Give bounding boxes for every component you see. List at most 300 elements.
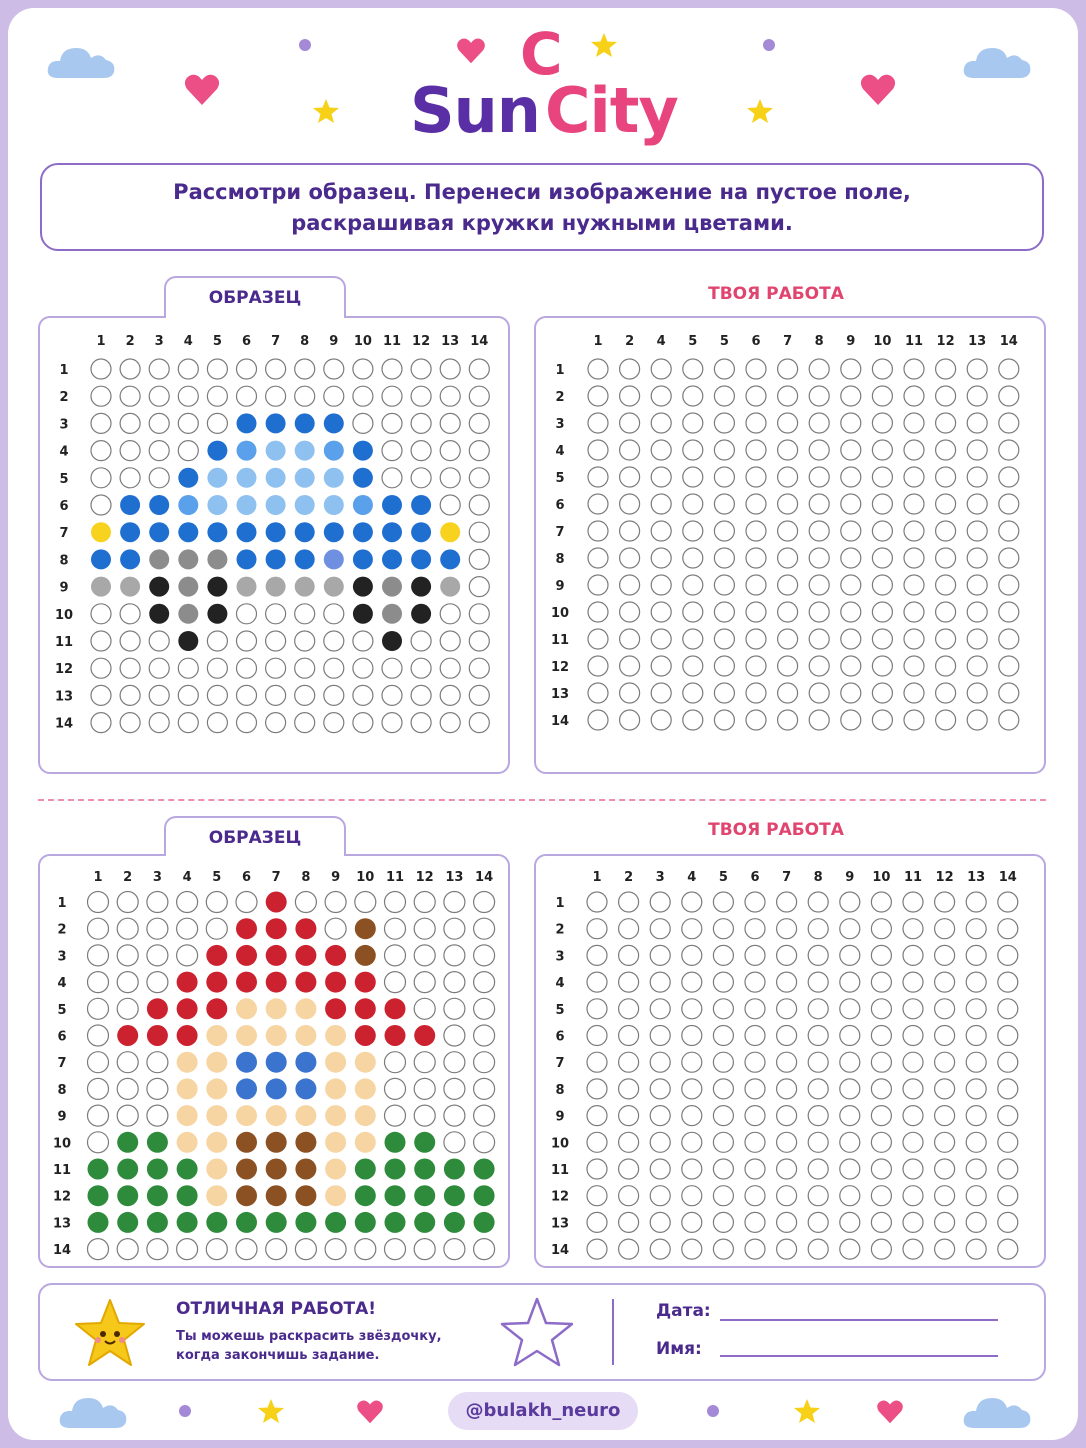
empty-dot[interactable] bbox=[620, 710, 640, 730]
empty-dot[interactable] bbox=[714, 683, 734, 703]
empty-dot[interactable] bbox=[935, 1052, 955, 1072]
empty-dot[interactable] bbox=[619, 1132, 639, 1152]
empty-dot[interactable] bbox=[904, 629, 924, 649]
empty-dot[interactable] bbox=[809, 440, 829, 460]
empty-dot[interactable] bbox=[840, 892, 860, 912]
empty-dot[interactable] bbox=[903, 1132, 923, 1152]
empty-dot[interactable] bbox=[998, 1186, 1018, 1206]
empty-dot[interactable] bbox=[841, 359, 861, 379]
empty-dot[interactable] bbox=[713, 1079, 733, 1099]
empty-dot[interactable] bbox=[841, 521, 861, 541]
empty-dot[interactable] bbox=[904, 359, 924, 379]
empty-dot[interactable] bbox=[650, 1079, 670, 1099]
empty-dot[interactable] bbox=[619, 945, 639, 965]
empty-dot[interactable] bbox=[713, 1026, 733, 1046]
empty-dot[interactable] bbox=[903, 945, 923, 965]
empty-dot[interactable] bbox=[808, 1026, 828, 1046]
empty-dot[interactable] bbox=[587, 919, 607, 939]
empty-dot[interactable] bbox=[746, 467, 766, 487]
empty-dot[interactable] bbox=[840, 1052, 860, 1072]
empty-dot[interactable] bbox=[840, 1132, 860, 1152]
empty-dot[interactable] bbox=[904, 683, 924, 703]
empty-dot[interactable] bbox=[620, 521, 640, 541]
empty-dot[interactable] bbox=[682, 892, 702, 912]
empty-dot[interactable] bbox=[809, 656, 829, 676]
empty-dot[interactable] bbox=[871, 1132, 891, 1152]
empty-dot[interactable] bbox=[936, 629, 956, 649]
empty-dot[interactable] bbox=[840, 999, 860, 1019]
empty-dot[interactable] bbox=[713, 1106, 733, 1126]
empty-dot[interactable] bbox=[809, 494, 829, 514]
empty-dot[interactable] bbox=[872, 575, 892, 595]
empty-dot[interactable] bbox=[650, 1026, 670, 1046]
empty-dot[interactable] bbox=[966, 1186, 986, 1206]
empty-dot[interactable] bbox=[620, 629, 640, 649]
empty-dot[interactable] bbox=[966, 1026, 986, 1046]
empty-dot[interactable] bbox=[620, 683, 640, 703]
empty-dot[interactable] bbox=[745, 1026, 765, 1046]
empty-dot[interactable] bbox=[872, 467, 892, 487]
empty-dot[interactable] bbox=[935, 1106, 955, 1126]
empty-dot[interactable] bbox=[587, 1106, 607, 1126]
empty-dot[interactable] bbox=[778, 629, 798, 649]
empty-dot[interactable] bbox=[904, 710, 924, 730]
empty-dot[interactable] bbox=[808, 999, 828, 1019]
empty-dot[interactable] bbox=[998, 1159, 1018, 1179]
empty-dot[interactable] bbox=[935, 1186, 955, 1206]
empty-dot[interactable] bbox=[650, 972, 670, 992]
empty-dot[interactable] bbox=[778, 467, 798, 487]
empty-dot[interactable] bbox=[651, 359, 671, 379]
empty-dot[interactable] bbox=[966, 1159, 986, 1179]
empty-dot[interactable] bbox=[651, 683, 671, 703]
empty-dot[interactable] bbox=[840, 919, 860, 939]
empty-dot[interactable] bbox=[713, 892, 733, 912]
empty-dot[interactable] bbox=[840, 1186, 860, 1206]
empty-dot[interactable] bbox=[967, 413, 987, 433]
empty-dot[interactable] bbox=[777, 1212, 797, 1232]
empty-dot[interactable] bbox=[778, 494, 798, 514]
empty-dot[interactable] bbox=[935, 919, 955, 939]
empty-dot[interactable] bbox=[683, 683, 703, 703]
empty-dot[interactable] bbox=[714, 494, 734, 514]
empty-dot[interactable] bbox=[936, 575, 956, 595]
empty-dot[interactable] bbox=[650, 1106, 670, 1126]
empty-dot[interactable] bbox=[999, 548, 1019, 568]
empty-dot[interactable] bbox=[650, 892, 670, 912]
empty-dot[interactable] bbox=[872, 413, 892, 433]
empty-dot[interactable] bbox=[777, 1052, 797, 1072]
empty-dot[interactable] bbox=[808, 1106, 828, 1126]
empty-dot[interactable] bbox=[998, 1239, 1018, 1259]
social-handle[interactable]: @bulakh_neuro bbox=[448, 1392, 638, 1430]
empty-dot[interactable] bbox=[935, 1026, 955, 1046]
empty-dot[interactable] bbox=[650, 1132, 670, 1152]
empty-dot[interactable] bbox=[872, 386, 892, 406]
empty-dot[interactable] bbox=[999, 656, 1019, 676]
empty-dot[interactable] bbox=[808, 1052, 828, 1072]
empty-dot[interactable] bbox=[841, 629, 861, 649]
empty-dot[interactable] bbox=[966, 999, 986, 1019]
empty-dot[interactable] bbox=[935, 1079, 955, 1099]
empty-dot[interactable] bbox=[904, 521, 924, 541]
empty-dot[interactable] bbox=[650, 999, 670, 1019]
empty-dot[interactable] bbox=[999, 440, 1019, 460]
empty-dot[interactable] bbox=[682, 1079, 702, 1099]
empty-dot[interactable] bbox=[903, 919, 923, 939]
empty-dot[interactable] bbox=[588, 602, 608, 622]
empty-dot[interactable] bbox=[714, 413, 734, 433]
empty-dot[interactable] bbox=[682, 972, 702, 992]
empty-dot[interactable] bbox=[999, 359, 1019, 379]
empty-dot[interactable] bbox=[650, 945, 670, 965]
empty-dot[interactable] bbox=[998, 972, 1018, 992]
empty-dot[interactable] bbox=[841, 683, 861, 703]
empty-dot[interactable] bbox=[903, 1106, 923, 1126]
empty-dot[interactable] bbox=[808, 945, 828, 965]
empty-dot[interactable] bbox=[999, 386, 1019, 406]
empty-star-icon[interactable] bbox=[498, 1295, 576, 1369]
empty-dot[interactable] bbox=[620, 494, 640, 514]
empty-dot[interactable] bbox=[808, 972, 828, 992]
empty-dot[interactable] bbox=[587, 1212, 607, 1232]
empty-dot[interactable] bbox=[808, 892, 828, 912]
empty-dot[interactable] bbox=[966, 945, 986, 965]
empty-dot[interactable] bbox=[778, 710, 798, 730]
empty-dot[interactable] bbox=[588, 440, 608, 460]
empty-dot[interactable] bbox=[903, 892, 923, 912]
empty-dot[interactable] bbox=[777, 1079, 797, 1099]
empty-dot[interactable] bbox=[682, 919, 702, 939]
empty-dot[interactable] bbox=[746, 602, 766, 622]
empty-dot[interactable] bbox=[587, 972, 607, 992]
empty-dot[interactable] bbox=[588, 656, 608, 676]
empty-dot[interactable] bbox=[713, 919, 733, 939]
empty-dot[interactable] bbox=[999, 602, 1019, 622]
empty-dot[interactable] bbox=[935, 945, 955, 965]
empty-dot[interactable] bbox=[809, 386, 829, 406]
empty-dot[interactable] bbox=[935, 1212, 955, 1232]
empty-dot[interactable] bbox=[967, 602, 987, 622]
empty-dot[interactable] bbox=[713, 1186, 733, 1206]
empty-dot[interactable] bbox=[746, 683, 766, 703]
empty-dot[interactable] bbox=[587, 999, 607, 1019]
empty-dot[interactable] bbox=[966, 1239, 986, 1259]
empty-dot[interactable] bbox=[746, 413, 766, 433]
empty-dot[interactable] bbox=[651, 386, 671, 406]
empty-dot[interactable] bbox=[778, 359, 798, 379]
empty-dot[interactable] bbox=[967, 629, 987, 649]
empty-dot[interactable] bbox=[714, 629, 734, 649]
empty-dot[interactable] bbox=[746, 656, 766, 676]
empty-dot[interactable] bbox=[999, 683, 1019, 703]
empty-dot[interactable] bbox=[587, 1186, 607, 1206]
empty-dot[interactable] bbox=[650, 1186, 670, 1206]
empty-dot[interactable] bbox=[840, 945, 860, 965]
empty-dot[interactable] bbox=[587, 1052, 607, 1072]
empty-dot[interactable] bbox=[745, 1159, 765, 1179]
empty-dot[interactable] bbox=[682, 1212, 702, 1232]
empty-dot[interactable] bbox=[871, 1026, 891, 1046]
empty-dot[interactable] bbox=[841, 440, 861, 460]
empty-dot[interactable] bbox=[620, 467, 640, 487]
empty-dot[interactable] bbox=[682, 1052, 702, 1072]
empty-dot[interactable] bbox=[682, 1026, 702, 1046]
empty-dot[interactable] bbox=[745, 1132, 765, 1152]
empty-dot[interactable] bbox=[966, 892, 986, 912]
empty-dot[interactable] bbox=[872, 602, 892, 622]
empty-dot[interactable] bbox=[619, 1106, 639, 1126]
empty-dot[interactable] bbox=[619, 1026, 639, 1046]
empty-dot[interactable] bbox=[871, 1212, 891, 1232]
empty-dot[interactable] bbox=[713, 1239, 733, 1259]
empty-dot[interactable] bbox=[620, 413, 640, 433]
empty-dot[interactable] bbox=[998, 1212, 1018, 1232]
empty-dot[interactable] bbox=[998, 1052, 1018, 1072]
empty-dot[interactable] bbox=[903, 1079, 923, 1099]
empty-dot[interactable] bbox=[746, 386, 766, 406]
empty-dot[interactable] bbox=[903, 972, 923, 992]
empty-dot[interactable] bbox=[682, 1159, 702, 1179]
empty-dot[interactable] bbox=[903, 1186, 923, 1206]
empty-dot[interactable] bbox=[713, 1212, 733, 1232]
empty-dot[interactable] bbox=[587, 945, 607, 965]
empty-dot[interactable] bbox=[871, 892, 891, 912]
empty-dot[interactable] bbox=[777, 892, 797, 912]
name-field[interactable] bbox=[720, 1355, 998, 1357]
empty-dot[interactable] bbox=[871, 1186, 891, 1206]
empty-dot[interactable] bbox=[619, 1159, 639, 1179]
empty-dot[interactable] bbox=[936, 413, 956, 433]
empty-dot[interactable] bbox=[904, 494, 924, 514]
empty-dot[interactable] bbox=[904, 467, 924, 487]
empty-dot[interactable] bbox=[999, 710, 1019, 730]
empty-dot[interactable] bbox=[966, 1052, 986, 1072]
empty-dot[interactable] bbox=[809, 629, 829, 649]
empty-dot[interactable] bbox=[778, 602, 798, 622]
empty-dot[interactable] bbox=[872, 548, 892, 568]
empty-dot[interactable] bbox=[871, 1159, 891, 1179]
empty-dot[interactable] bbox=[903, 999, 923, 1019]
empty-dot[interactable] bbox=[903, 1212, 923, 1232]
empty-dot[interactable] bbox=[840, 1106, 860, 1126]
empty-dot[interactable] bbox=[841, 575, 861, 595]
empty-dot[interactable] bbox=[808, 1239, 828, 1259]
empty-dot[interactable] bbox=[588, 548, 608, 568]
empty-dot[interactable] bbox=[903, 1052, 923, 1072]
empty-dot[interactable] bbox=[619, 919, 639, 939]
empty-dot[interactable] bbox=[967, 467, 987, 487]
empty-dot[interactable] bbox=[966, 972, 986, 992]
empty-dot[interactable] bbox=[998, 1106, 1018, 1126]
empty-dot[interactable] bbox=[777, 999, 797, 1019]
empty-dot[interactable] bbox=[871, 919, 891, 939]
empty-dot[interactable] bbox=[936, 521, 956, 541]
empty-dot[interactable] bbox=[936, 548, 956, 568]
empty-dot[interactable] bbox=[619, 1186, 639, 1206]
empty-dot[interactable] bbox=[619, 999, 639, 1019]
empty-dot[interactable] bbox=[872, 629, 892, 649]
empty-dot[interactable] bbox=[872, 656, 892, 676]
empty-dot[interactable] bbox=[967, 548, 987, 568]
empty-dot[interactable] bbox=[809, 467, 829, 487]
empty-dot[interactable] bbox=[683, 467, 703, 487]
empty-dot[interactable] bbox=[967, 656, 987, 676]
empty-dot[interactable] bbox=[936, 386, 956, 406]
empty-dot[interactable] bbox=[809, 359, 829, 379]
empty-dot[interactable] bbox=[999, 467, 1019, 487]
date-field[interactable] bbox=[720, 1319, 998, 1321]
empty-dot[interactable] bbox=[713, 972, 733, 992]
empty-dot[interactable] bbox=[682, 1106, 702, 1126]
empty-dot[interactable] bbox=[904, 656, 924, 676]
empty-dot[interactable] bbox=[588, 521, 608, 541]
empty-dot[interactable] bbox=[588, 494, 608, 514]
empty-dot[interactable] bbox=[714, 440, 734, 460]
empty-dot[interactable] bbox=[588, 683, 608, 703]
empty-dot[interactable] bbox=[809, 413, 829, 433]
empty-dot[interactable] bbox=[682, 999, 702, 1019]
empty-dot[interactable] bbox=[778, 440, 798, 460]
empty-dot[interactable] bbox=[619, 972, 639, 992]
empty-dot[interactable] bbox=[936, 494, 956, 514]
empty-dot[interactable] bbox=[967, 521, 987, 541]
empty-dot[interactable] bbox=[871, 1239, 891, 1259]
empty-dot[interactable] bbox=[588, 710, 608, 730]
empty-dot[interactable] bbox=[998, 1026, 1018, 1046]
empty-dot[interactable] bbox=[904, 440, 924, 460]
empty-dot[interactable] bbox=[650, 919, 670, 939]
empty-dot[interactable] bbox=[840, 972, 860, 992]
empty-dot[interactable] bbox=[778, 521, 798, 541]
empty-dot[interactable] bbox=[745, 1239, 765, 1259]
empty-dot[interactable] bbox=[936, 467, 956, 487]
empty-dot[interactable] bbox=[746, 548, 766, 568]
empty-dot[interactable] bbox=[746, 521, 766, 541]
empty-dot[interactable] bbox=[713, 999, 733, 1019]
empty-dot[interactable] bbox=[683, 413, 703, 433]
empty-dot[interactable] bbox=[587, 1079, 607, 1099]
empty-dot[interactable] bbox=[714, 359, 734, 379]
empty-dot[interactable] bbox=[904, 575, 924, 595]
empty-dot[interactable] bbox=[714, 602, 734, 622]
empty-dot[interactable] bbox=[936, 359, 956, 379]
empty-dot[interactable] bbox=[967, 683, 987, 703]
empty-dot[interactable] bbox=[841, 656, 861, 676]
empty-dot[interactable] bbox=[746, 629, 766, 649]
empty-dot[interactable] bbox=[936, 656, 956, 676]
empty-dot[interactable] bbox=[746, 710, 766, 730]
empty-dot[interactable] bbox=[809, 602, 829, 622]
empty-dot[interactable] bbox=[588, 629, 608, 649]
empty-dot[interactable] bbox=[935, 1159, 955, 1179]
empty-dot[interactable] bbox=[683, 440, 703, 460]
empty-dot[interactable] bbox=[620, 548, 640, 568]
empty-dot[interactable] bbox=[650, 1239, 670, 1259]
empty-dot[interactable] bbox=[808, 1186, 828, 1206]
empty-dot[interactable] bbox=[808, 1079, 828, 1099]
empty-dot[interactable] bbox=[936, 710, 956, 730]
empty-dot[interactable] bbox=[651, 710, 671, 730]
empty-dot[interactable] bbox=[588, 467, 608, 487]
empty-dot[interactable] bbox=[872, 494, 892, 514]
empty-dot[interactable] bbox=[967, 494, 987, 514]
empty-dot[interactable] bbox=[745, 972, 765, 992]
work-grid-2[interactable] bbox=[536, 856, 1044, 1266]
empty-dot[interactable] bbox=[935, 892, 955, 912]
empty-dot[interactable] bbox=[620, 386, 640, 406]
empty-dot[interactable] bbox=[683, 629, 703, 649]
empty-dot[interactable] bbox=[683, 548, 703, 568]
empty-dot[interactable] bbox=[840, 1079, 860, 1099]
empty-dot[interactable] bbox=[714, 656, 734, 676]
empty-dot[interactable] bbox=[998, 1132, 1018, 1152]
empty-dot[interactable] bbox=[841, 494, 861, 514]
empty-dot[interactable] bbox=[620, 359, 640, 379]
empty-dot[interactable] bbox=[967, 386, 987, 406]
work-grid-1[interactable] bbox=[536, 318, 1044, 772]
empty-dot[interactable] bbox=[966, 919, 986, 939]
empty-dot[interactable] bbox=[778, 386, 798, 406]
empty-dot[interactable] bbox=[745, 999, 765, 1019]
empty-dot[interactable] bbox=[778, 683, 798, 703]
empty-dot[interactable] bbox=[619, 1052, 639, 1072]
empty-dot[interactable] bbox=[778, 413, 798, 433]
empty-dot[interactable] bbox=[587, 1159, 607, 1179]
empty-dot[interactable] bbox=[808, 1212, 828, 1232]
empty-dot[interactable] bbox=[777, 945, 797, 965]
empty-dot[interactable] bbox=[777, 972, 797, 992]
empty-dot[interactable] bbox=[935, 972, 955, 992]
empty-dot[interactable] bbox=[777, 1239, 797, 1259]
empty-dot[interactable] bbox=[651, 413, 671, 433]
empty-dot[interactable] bbox=[650, 1212, 670, 1232]
empty-dot[interactable] bbox=[682, 1186, 702, 1206]
empty-dot[interactable] bbox=[967, 710, 987, 730]
empty-dot[interactable] bbox=[966, 1212, 986, 1232]
empty-dot[interactable] bbox=[808, 1132, 828, 1152]
empty-dot[interactable] bbox=[935, 1132, 955, 1152]
empty-dot[interactable] bbox=[904, 386, 924, 406]
empty-dot[interactable] bbox=[587, 1026, 607, 1046]
empty-dot[interactable] bbox=[999, 494, 1019, 514]
empty-dot[interactable] bbox=[588, 386, 608, 406]
empty-dot[interactable] bbox=[619, 1239, 639, 1259]
empty-dot[interactable] bbox=[682, 945, 702, 965]
empty-dot[interactable] bbox=[713, 945, 733, 965]
empty-dot[interactable] bbox=[936, 683, 956, 703]
empty-dot[interactable] bbox=[967, 359, 987, 379]
empty-dot[interactable] bbox=[935, 1239, 955, 1259]
empty-dot[interactable] bbox=[999, 575, 1019, 595]
empty-dot[interactable] bbox=[745, 1186, 765, 1206]
empty-dot[interactable] bbox=[587, 1239, 607, 1259]
empty-dot[interactable] bbox=[904, 548, 924, 568]
empty-dot[interactable] bbox=[871, 999, 891, 1019]
empty-dot[interactable] bbox=[588, 359, 608, 379]
empty-dot[interactable] bbox=[871, 1079, 891, 1099]
empty-dot[interactable] bbox=[935, 999, 955, 1019]
empty-dot[interactable] bbox=[650, 1159, 670, 1179]
empty-dot[interactable] bbox=[746, 494, 766, 514]
empty-dot[interactable] bbox=[904, 413, 924, 433]
empty-dot[interactable] bbox=[840, 1026, 860, 1046]
empty-dot[interactable] bbox=[714, 548, 734, 568]
empty-dot[interactable] bbox=[651, 548, 671, 568]
empty-dot[interactable] bbox=[683, 494, 703, 514]
empty-dot[interactable] bbox=[871, 972, 891, 992]
empty-dot[interactable] bbox=[683, 386, 703, 406]
